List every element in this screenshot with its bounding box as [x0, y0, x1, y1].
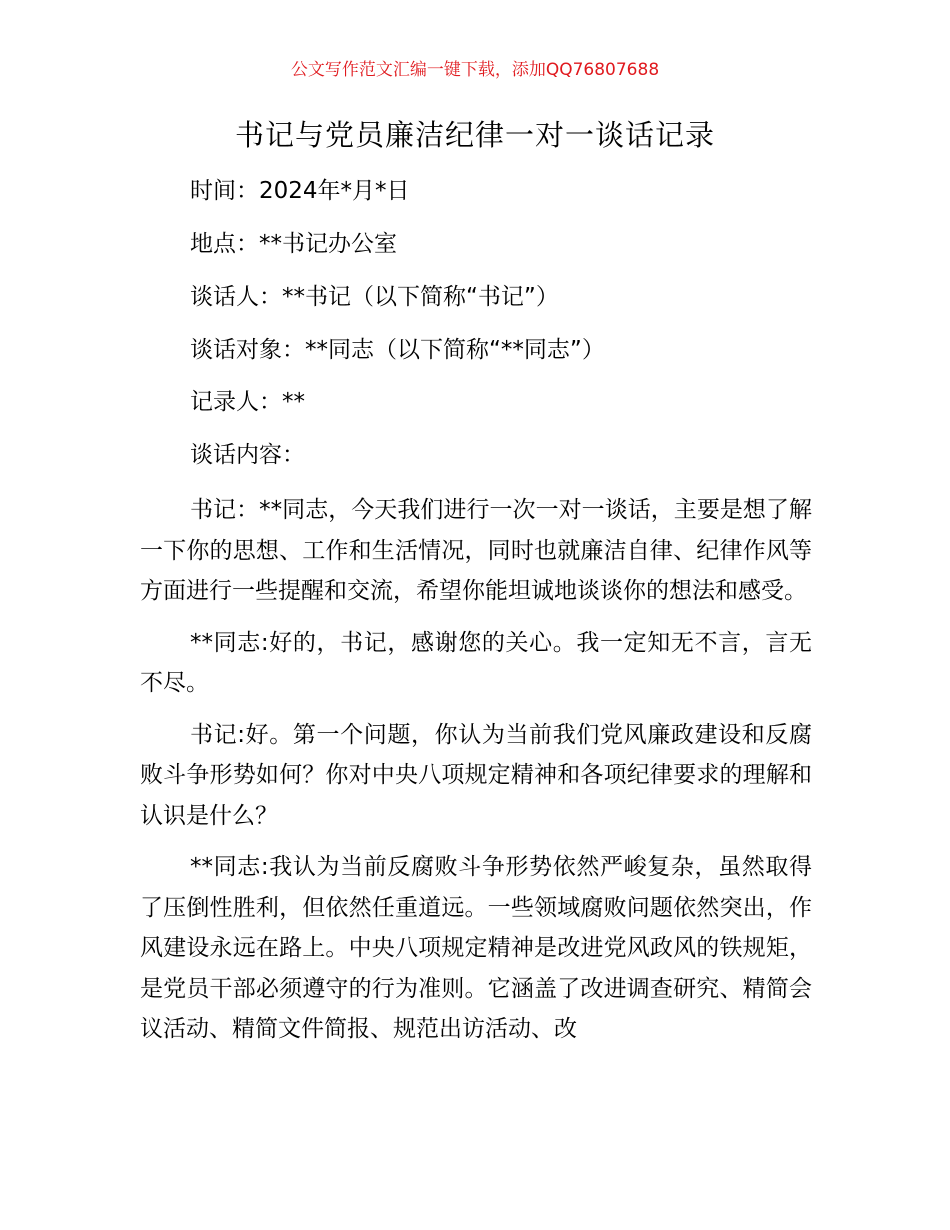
meta-speaker: 谈话人：**书记（以下简称“书记”） — [190, 284, 559, 310]
meta-time: 时间：2024年*月*日 — [190, 178, 410, 204]
meta-content-label: 谈话内容： — [190, 442, 305, 468]
document-title: 书记与党员廉洁纪律一对一谈话记录 — [234, 118, 715, 152]
dialogue-body — [140, 490, 812, 1061]
meta-place: 地点：**书记办公室 — [190, 231, 397, 257]
dialogue-paragraph-2: **同志:好的，书记，感谢您的关心。我一定知无不言，言无不尽。 — [140, 629, 812, 696]
dialogue-paragraph-4: **同志:我认为当前反腐败斗争形势依然严峻复杂，虽然取得了压倒性胜利，但依然任重道远。一些领域腐败问题依然突出，作风建设永远在路上。中央八项规定精神是改进党风政风的铁规矩，是党员干部必须遵守的行为准则。它涵盖了改进调查研究、精简会议活动、精简文件简报、规范出访活动、改 — [140, 854, 812, 1042]
meta-target: 谈话对象：**同志（以下简称“**同志”） — [190, 337, 605, 363]
header-watermark-note: 公文写作范文汇编一键下载，添加QQ76807688 — [290, 60, 660, 80]
meta-recorder: 记录人：** — [190, 389, 305, 415]
dialogue-paragraph-3: 书记:好。第一个问题，你认为当前我们党风廉政建设和反腐败斗争形势如何？你对中央八项规定精神和各项纪律要求的理解和认识是什么？ — [140, 721, 812, 829]
dialogue-paragraph-1: 书记：**同志，今天我们进行一次一对一谈话，主要是想了解一下你的思想、工作和生活情况，同时也就廉洁自律、纪律作风等方面进行一些提醒和交流，希望你能坦诚地谈谈你的想法和感受。 — [140, 497, 812, 604]
